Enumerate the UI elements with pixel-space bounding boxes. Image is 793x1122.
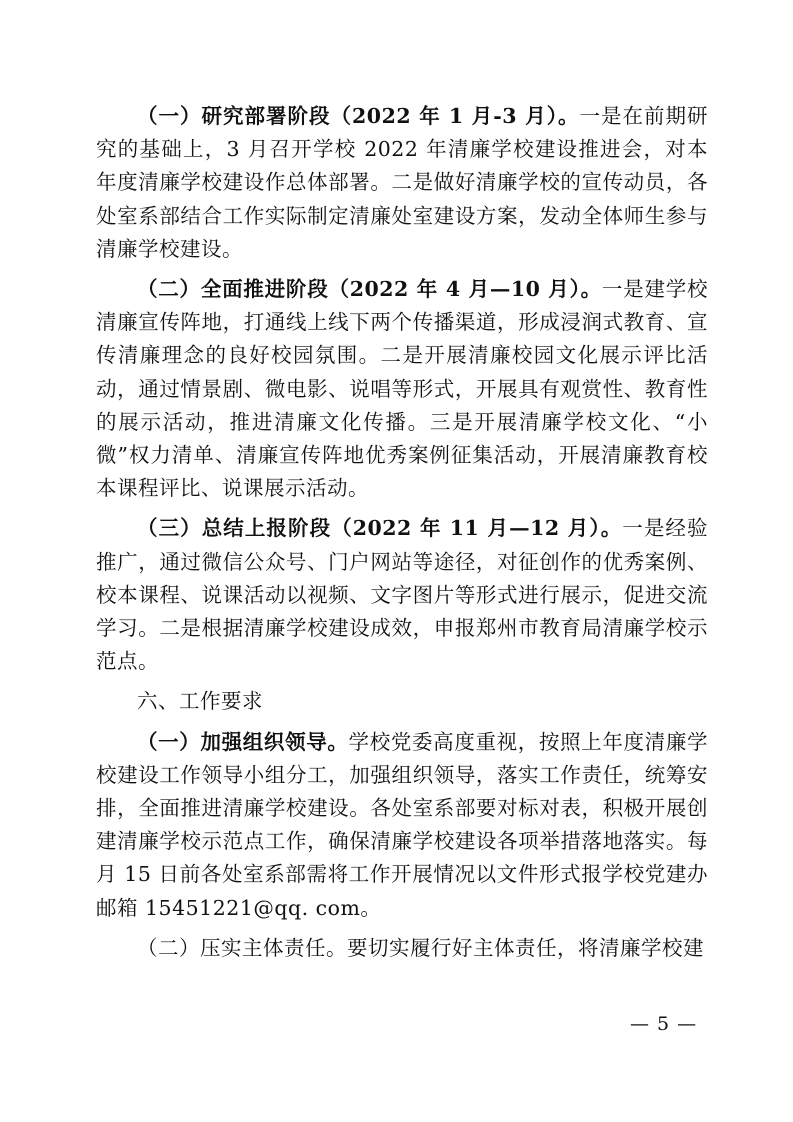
paragraph-requirement-1 [96,726,708,925]
phase-1-heading: （一）研究部署阶段（2022 年 1 月-3 月）。 [137,104,580,128]
paragraph-phase-1 [96,100,708,266]
paragraph-phase-2 [96,273,708,505]
phase-1-text: 一是在前期研究的基础上，3 月召开学校 2022 年清廉学校建设推进会，对本年度清廉学校建设作总体部署。二是做好清廉学校的宣传动员，各处室系部结合工作实际制定清廉处室建设方案，发动全体师生参与清廉学校建设。 [96,104,709,261]
paragraph-requirement-2: （二）压实主体责任。要切实履行好主体责任，将清廉学校建 [137,935,704,960]
phase-2-heading: （二）全面推进阶段（2022 年 4 月—10 月）。 [137,277,602,302]
phase-3-heading: （三）总结上报阶段（2022 年 11 月—12 月）。 [137,516,623,541]
paragraph-phase-3 [96,512,708,678]
requirement-1-heading: （一）加强组织领导。 [137,729,349,754]
requirement-1-text: 学校党委高度重视，按照上年度清廉学校建设工作领导小组分工，加强组织领导，落实工作责任，统筹安排，全面推进清廉学校建设。各处室系部要对标对表，积极开展创建清廉学校示范点工作，确保清廉学校建设各项举措落地落实。每月 15 日前各处室系部需将工作开展情况以文件形式报学校党建办邮箱 15451221@qq. com。 [96,729,709,920]
page-number: — 5 — [630,1013,698,1035]
document-body [96,100,708,965]
phase-3-text: 一是经验推广，通过微信公众号、门户网站等途径，对征创作的优秀案例、校本课程、说课活动以视频、文字图片等形式进行展示，促进交流学习。二是根据清廉学校建设成效，申报郑州市教育局清廉学校示范点。 [96,516,708,674]
section-6-title: 六、工作要求 [137,689,263,714]
phase-2-text: 一是建学校清廉宣传阵地，打通线上线下两个传播渠道，形成浸润式教育、宣传清廉理念的良好校园氛围。二是开展清廉校园文化展示评比活动，通过情景剧、微电影、说唱等形式，开展具有观赏性、教育性的展示活动，推进清廉文化传播。三是开展清廉学校文化、“小微”权力清单、清廉宣传阵地优秀案例征集活动，开展清廉教育校本课程评比、说课展示活动。 [96,277,708,501]
